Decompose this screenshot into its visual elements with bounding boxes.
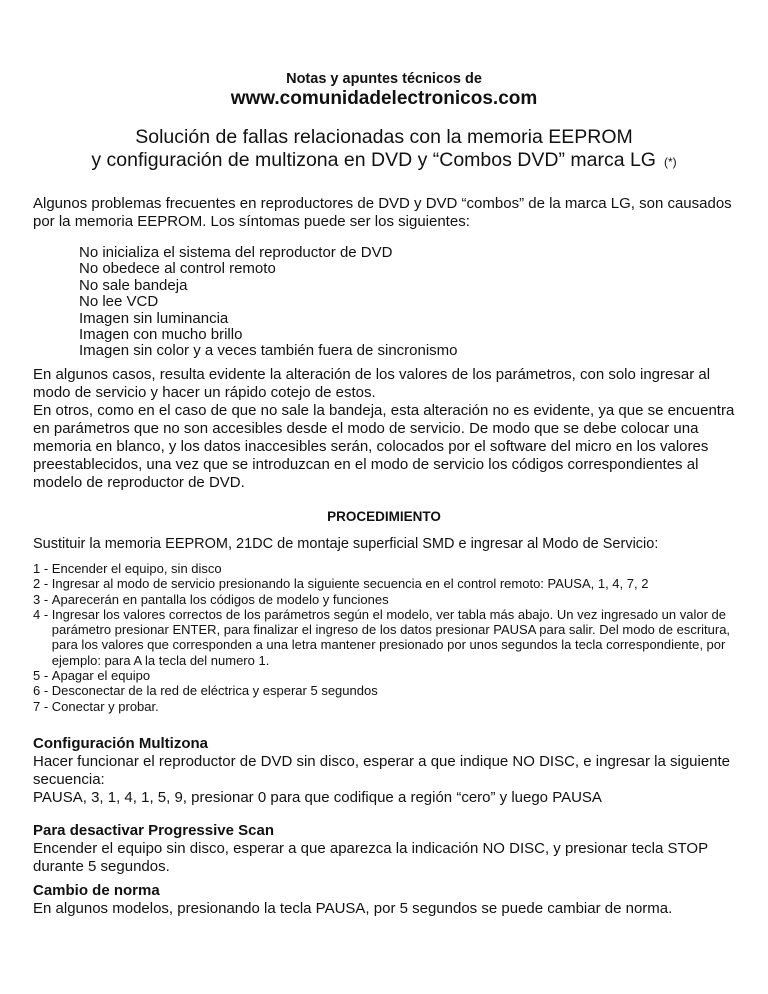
progressive-title: Para desactivar Progressive Scan (33, 822, 274, 839)
notes-heading: Notas y apuntes técnicos de (286, 71, 482, 87)
progressive-section (33, 822, 743, 876)
step-number: 6 - (33, 683, 52, 699)
step-number: 1 - (33, 561, 52, 576)
step-text: Ingresar al modo de servicio presionando la siguiente secuencia en el control remoto: PAUSA, 1, 4, 7, 2 (51, 576, 649, 592)
explanation-paragraph-1: En algunos casos, resulta evidente la alteración de los valores de los parámetros, con solo ingresar al modo de servicio y hacer un rápido cotejo de estos. (33, 366, 711, 401)
multizona-section (33, 735, 743, 807)
norma-text: En algunos modelos, presionando la tecla PAUSA, por 5 segundos se puede cambiar de norma. (33, 900, 673, 917)
procedure-step (33, 683, 743, 698)
step-text: Aparecerán en pantalla los códigos de modelo y funciones (51, 591, 389, 607)
document-title-line-2-text: y configuración de multizona en DVD y “Combos DVD” marca LG (91, 149, 656, 171)
document-title-line-2 (0, 149, 768, 172)
procedure-steps (33, 561, 743, 714)
step-number: 2 - (33, 576, 52, 592)
procedure-step (33, 592, 743, 607)
procedure-intro: Sustituir la memoria EEPROM, 21DC de montaje superficial SMD e ingresar al Modo de Servicio: (33, 536, 659, 552)
symptom-item: Imagen sin luminancia (79, 309, 229, 327)
step-number: 5 - (33, 668, 52, 684)
procedure-step (33, 576, 743, 591)
procedure-heading: PROCEDIMIENTO (327, 509, 441, 524)
step-number: 4 - (33, 606, 52, 622)
multizona-sequence: PAUSA, 3, 1, 4, 1, 5, 9, presionar 0 para que codifique a región “cero” y luego PAUSA (33, 789, 602, 806)
explanation-paragraph-2: En otros, como en el caso de que no sale la bandeja, esta alteración no es evidente, ya que se encuentra en parámetros que no son accesibles desde el modo de servicio. De modo que se debe colocar una memoria en blanco, y los datos inaccesibles serán, colocados por el software del micro en los valores preestablecidos, una vez que se introduzcan en el modo de servicio los códigos correspondientes al modelo de reproductor de DVD. (33, 402, 735, 491)
symptom-item: Imagen con mucho brillo (79, 326, 243, 344)
step-text: Apagar el equipo (51, 668, 151, 684)
symptom-item: No obedece al control remoto (79, 260, 276, 278)
procedure-step (33, 699, 743, 714)
site-url: www.comunidadelectronicos.com (230, 88, 538, 109)
symptom-list (79, 245, 458, 360)
symptom-item: No lee VCD (79, 293, 159, 311)
norma-title: Cambio de norma (33, 882, 160, 899)
step-text: Desconectar de la red de eléctrica y esperar 5 segundos (51, 683, 378, 699)
step-text: Ingresar los valores correctos de los parámetros según el modelo, ver tabla más abajo. Un vez ingresado un valor de parámetro presionar ENTER, para finalizar el ingreso de los datos presionar PAUSA para salir. Del modo de escritura, para los valores que corresponden a una letra mantener presionado por unos segundos la tecla correspondiente, por ejemplo: para A la tecla del numero 1. (51, 606, 731, 668)
intro-paragraph: Algunos problemas frecuentes en reproductores de DVD y DVD “combos” de la marca LG, son causados por la memoria EEPROM. Los síntomas puede ser los siguientes: (33, 195, 732, 230)
step-number: 3 - (33, 591, 52, 607)
symptom-item: No inicializa el sistema del reproductor de DVD (79, 244, 393, 261)
step-number: 7 - (33, 698, 52, 714)
step-text: Conectar y probar. (51, 698, 159, 714)
symptom-item: Imagen sin color y a veces también fuera de sincronismo (79, 342, 458, 360)
symptom-item: No sale bandeja (79, 276, 188, 294)
document-title-line-1: Solución de fallas relacionadas con la memoria EEPROM (135, 126, 633, 148)
footnote-mark: (*) (663, 155, 677, 169)
norma-section (33, 882, 743, 918)
progressive-text: Encender el equipo sin disco, esperar a que aparezca la indicación NO DISC, y presionar tecla STOP durante 5 segundos. (33, 840, 708, 875)
step-text: Encender el equipo, sin disco (51, 561, 222, 576)
procedure-step (33, 607, 743, 668)
procedure-step (33, 561, 743, 576)
multizona-text: Hacer funcionar el reproductor de DVD sin disco, esperar a que indique NO DISC, e ingresar la siguiente secuencia: (33, 753, 731, 788)
procedure-step (33, 668, 743, 683)
multizona-title: Configuración Multizona (33, 735, 208, 752)
